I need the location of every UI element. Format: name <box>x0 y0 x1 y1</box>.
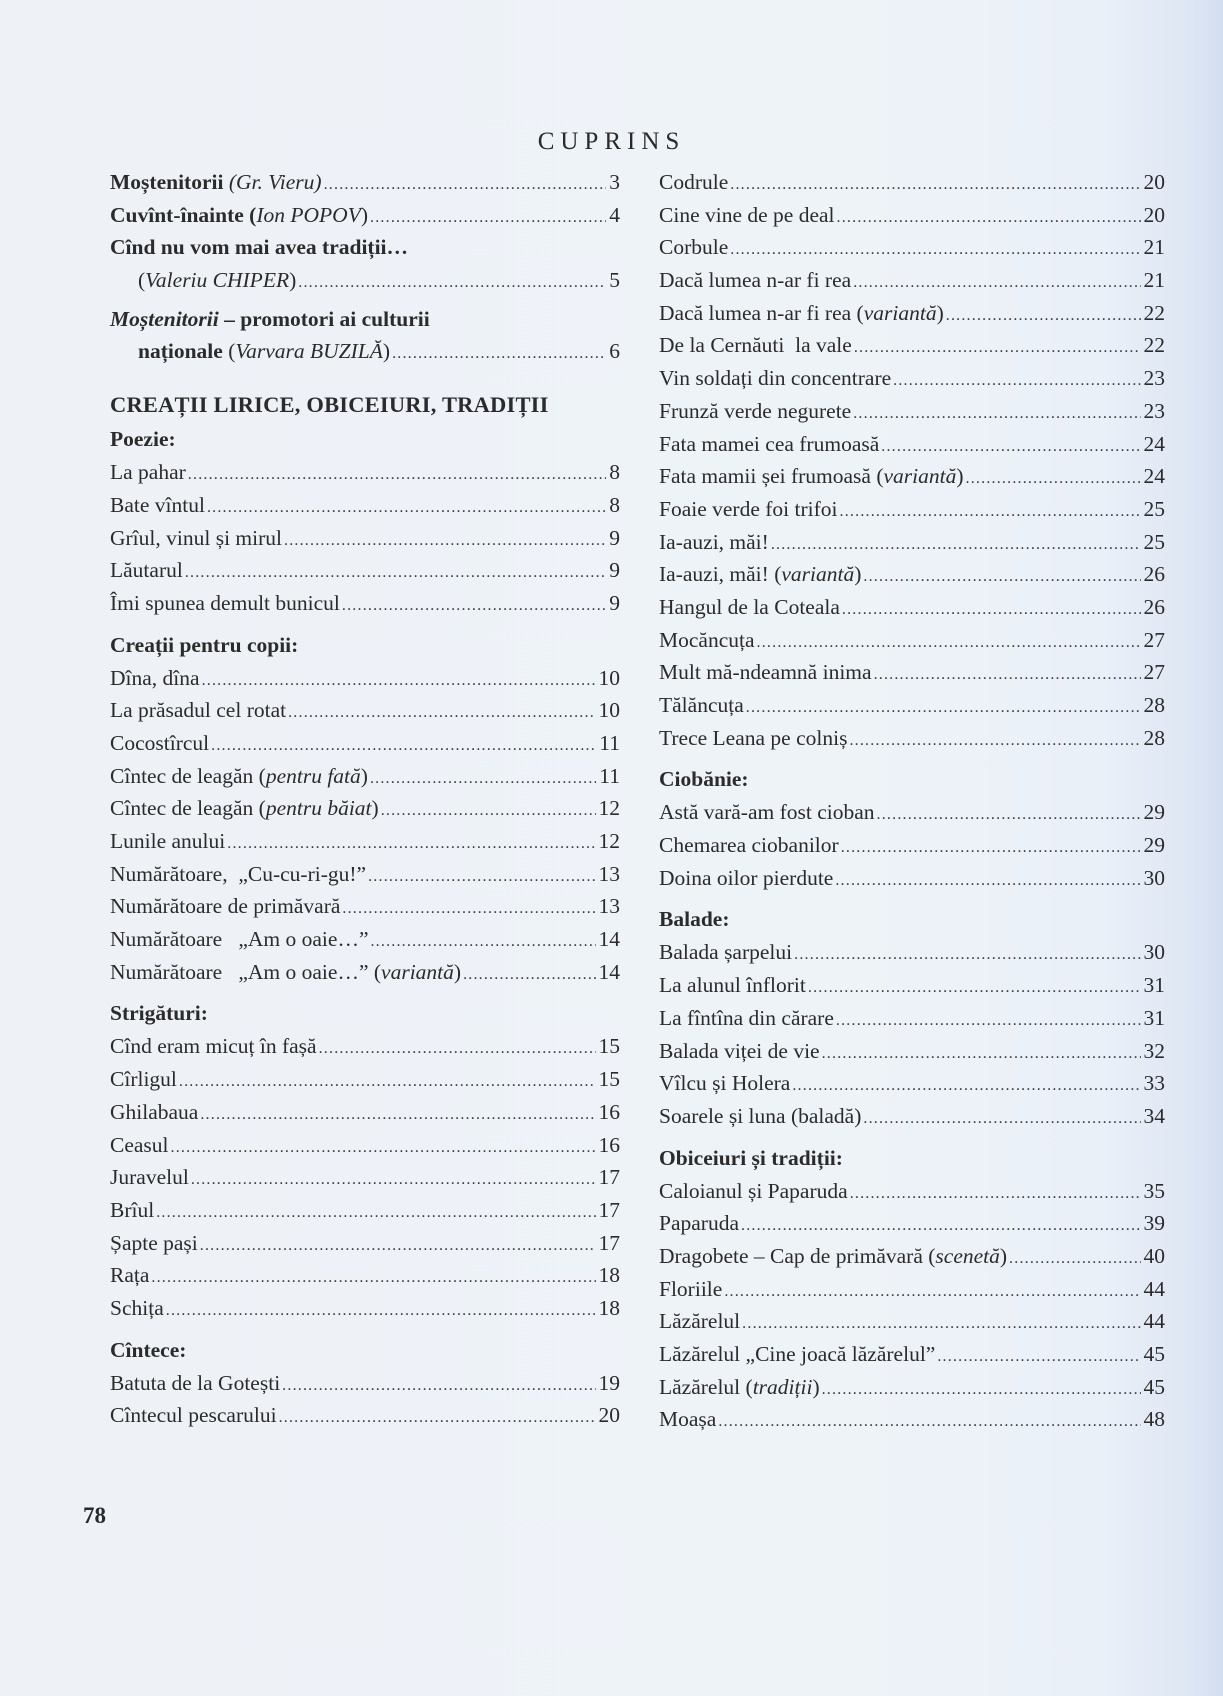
entry-page: 28 <box>1143 693 1165 717</box>
toc-entry[interactable] <box>659 796 1165 829</box>
entry-page: 27 <box>1143 660 1165 685</box>
toc-entry[interactable] <box>110 760 620 793</box>
entry-page: 24 <box>1143 431 1165 456</box>
entry-title: Hangul de la Coteala <box>659 594 840 619</box>
entry-title: Schița <box>110 1295 164 1320</box>
toc-entry[interactable] <box>110 923 620 956</box>
entry-page: 27 <box>1143 627 1165 652</box>
leader-dots <box>185 557 606 590</box>
entry-page: 17 <box>598 1165 620 1190</box>
leader-dots <box>840 496 1141 529</box>
toc-entry[interactable] <box>110 166 620 199</box>
leader-dots <box>822 1374 1141 1407</box>
entry-title: La prăsadul cel rotat <box>110 698 287 723</box>
entry-title: Numărătoare de primăvară <box>110 894 341 919</box>
leader-dots <box>794 939 1140 972</box>
leader-dots <box>370 763 596 796</box>
entry-page: 34 <box>1143 1103 1165 1128</box>
toc-entry[interactable] <box>659 395 1165 428</box>
toc-entry[interactable] <box>659 297 1165 330</box>
toc-entry[interactable] <box>659 624 1165 657</box>
group-heading: Poezie: <box>110 427 176 452</box>
leader-dots <box>324 169 607 202</box>
leader-dots <box>730 234 1140 267</box>
entry-title: Ghilabaua <box>110 1099 199 1124</box>
entry-title: Paparuda <box>659 1211 739 1236</box>
entry-title: Cînd eram micuț în fașă <box>110 1034 317 1059</box>
leader-dots <box>191 1164 596 1197</box>
entry-title: Frunză verde negurete <box>659 398 852 423</box>
entry-page: 29 <box>1143 800 1165 825</box>
entry-page: 15 <box>598 1034 620 1059</box>
leader-dots <box>156 1197 595 1230</box>
entry-page: 33 <box>1143 1071 1165 1096</box>
leader-dots <box>757 627 1141 660</box>
entry-page: 6 <box>609 339 620 364</box>
leader-dots <box>746 692 1141 725</box>
entry-title: Numărătoare „Am o oaie…” <box>110 927 369 952</box>
leader-dots <box>171 1132 596 1165</box>
toc-entry[interactable] <box>110 1399 620 1432</box>
group-heading: Balade: <box>659 907 730 932</box>
toc-entry[interactable] <box>110 1096 620 1129</box>
toc-entry[interactable] <box>110 1161 620 1194</box>
leader-dots <box>188 459 606 492</box>
entry-title: Dacă lumea n-ar fi rea <box>659 268 852 293</box>
entry-title: Numărătoare, „Cu-cu-ri-gu!” <box>110 861 367 886</box>
toc-entry[interactable] <box>659 722 1165 755</box>
toc-entry[interactable] <box>659 231 1165 264</box>
entry-page: 9 <box>609 525 620 550</box>
leader-dots <box>1009 1243 1140 1276</box>
toc-entry[interactable] <box>659 1338 1165 1371</box>
toc-entry[interactable] <box>110 1063 620 1096</box>
entry-page: 31 <box>1143 973 1165 998</box>
entry-title: Corbule <box>659 235 729 260</box>
toc-entry[interactable] <box>659 689 1165 722</box>
toc-right-column <box>659 166 1165 1436</box>
entry-page: 20 <box>1143 170 1165 194</box>
entry-page: 39 <box>1143 1211 1165 1236</box>
entry-title: Lăzărelul (tradiții) <box>659 1374 820 1399</box>
toc-entry[interactable] <box>659 1305 1165 1338</box>
entry-title: Balada șarpelui <box>659 940 793 965</box>
entry-title: De la Cernăuti la vale <box>659 333 852 358</box>
leader-dots <box>718 1406 1140 1439</box>
toc-entry[interactable] <box>110 554 620 587</box>
entry-title: Vîlcu și Holera <box>659 1071 791 1096</box>
entry-page: 19 <box>598 1370 620 1395</box>
group-heading: Strigături: <box>110 1001 208 1026</box>
entry-title: Moștenitorii (Gr. Vieru) <box>110 170 322 194</box>
entry-title: Trece Leana pe colniș <box>659 725 848 750</box>
entry-page: 8 <box>609 492 620 517</box>
entry-page: 40 <box>1143 1243 1165 1268</box>
entry-title: Îmi spunea demult bunicul <box>110 590 340 615</box>
entry-page: 31 <box>1143 1005 1165 1030</box>
leader-dots <box>822 1038 1141 1071</box>
leader-dots <box>368 861 595 894</box>
entry-title: Soarele și luna (baladă) <box>659 1103 862 1128</box>
entry-page: 17 <box>598 1230 620 1255</box>
entry-page: 35 <box>1143 1178 1165 1203</box>
entry-author: (Valeriu CHIPER) <box>138 268 297 293</box>
toc-entry[interactable] <box>110 858 620 891</box>
entry-title: Lăutarul <box>110 558 183 583</box>
entry-page: 22 <box>1143 333 1165 358</box>
group-heading: Cîntece: <box>110 1337 187 1362</box>
entry-title: Ia-auzi, măi! <box>659 529 769 554</box>
page-number: 78 <box>83 1503 106 1528</box>
group-heading: Ciobănie: <box>659 767 749 792</box>
entry-page: 8 <box>609 460 620 485</box>
leader-dots <box>854 332 1141 365</box>
leader-dots <box>808 972 1141 1005</box>
leader-dots <box>853 398 1140 431</box>
leader-dots <box>771 529 1141 562</box>
entry-title: Ceasul <box>110 1132 169 1157</box>
leader-dots <box>835 865 1140 898</box>
entry-title: Numărătoare „Am o oaie…” (variantă) <box>110 959 462 984</box>
toc-entry[interactable] <box>659 558 1165 591</box>
toc-entry[interactable] <box>659 362 1165 395</box>
entry-page: 11 <box>599 763 620 788</box>
leader-dots <box>863 561 1140 594</box>
entry-page: 16 <box>598 1132 620 1157</box>
toc-entry[interactable] <box>110 1259 620 1292</box>
toc-entry[interactable] <box>110 890 620 923</box>
entry-title: Grîul, vinul și mirul <box>110 525 282 550</box>
entry-page: 22 <box>1143 300 1165 325</box>
leader-dots <box>842 594 1141 627</box>
entry-title: Juravelul <box>110 1165 189 1190</box>
entry-title: Balada viței de vie <box>659 1038 820 1063</box>
entry-title: Chemarea ciobanilor <box>659 833 839 858</box>
toc-entry[interactable] <box>659 1403 1165 1436</box>
entry-title: Vin soldați din concentrare <box>659 366 892 391</box>
leader-dots <box>392 338 606 371</box>
leader-dots <box>730 169 1140 202</box>
toc-entry[interactable] <box>659 1100 1165 1133</box>
toc-entry[interactable] <box>659 862 1165 895</box>
entry-page: 3 <box>609 170 620 194</box>
entry-title: Dacă lumea n-ar fi rea (variantă) <box>659 300 944 325</box>
entry-title: Codrule <box>659 170 729 194</box>
leader-dots <box>342 590 606 623</box>
leader-dots <box>877 799 1141 832</box>
entry-title: Batuta de la Gotești <box>110 1370 281 1395</box>
entry-title: Tălăncuța <box>659 693 744 717</box>
leader-dots <box>200 1230 596 1263</box>
entry-title: Mult mă-ndeamnă inima <box>659 660 872 685</box>
toc-entry[interactable] <box>659 969 1165 1002</box>
entry-page: 32 <box>1143 1038 1165 1063</box>
toc-entry[interactable] <box>659 1002 1165 1035</box>
entry-page: 23 <box>1143 366 1165 391</box>
leader-dots <box>841 832 1141 865</box>
toc-entry[interactable] <box>110 456 620 489</box>
entry-page: 21 <box>1143 235 1165 260</box>
toc-entry[interactable] <box>110 792 620 825</box>
entry-title: Lăzărelul „Cine joacă lăzărelul” <box>659 1342 936 1366</box>
leader-dots <box>342 893 595 926</box>
leader-dots <box>166 1295 596 1328</box>
entry-page: 30 <box>1143 865 1165 890</box>
entry-page: 17 <box>598 1197 620 1222</box>
leader-dots <box>853 267 1140 300</box>
leader-dots <box>742 1308 1140 1341</box>
leader-dots <box>863 1103 1140 1136</box>
toc-entry[interactable] <box>110 956 620 989</box>
toc-entry[interactable] <box>659 428 1165 461</box>
toc-entry[interactable] <box>110 1367 620 1400</box>
entry-title: Dîna, dîna <box>110 665 200 690</box>
entry-page: 16 <box>598 1099 620 1124</box>
entry-title: Mocăncuța <box>659 627 755 652</box>
entry-title: Cocostîrcul <box>110 730 210 755</box>
leader-dots <box>370 202 606 235</box>
leader-dots <box>288 697 595 730</box>
entry-page: 20 <box>1143 202 1165 227</box>
toc-entry[interactable] <box>659 1273 1165 1306</box>
entry-page: 25 <box>1143 496 1165 521</box>
toc-left-column <box>110 166 620 1432</box>
entry-page: 48 <box>1143 1407 1165 1432</box>
entry-page: 10 <box>598 698 620 723</box>
entry-title: Fata mamei cea frumoasă <box>659 431 880 456</box>
toc-entry-continuation[interactable] <box>110 335 620 368</box>
leader-dots <box>200 1099 595 1132</box>
leader-dots <box>319 1033 596 1066</box>
entry-title: Brîul <box>110 1197 155 1222</box>
leader-dots <box>370 926 595 959</box>
toc-entry[interactable] <box>110 1227 620 1260</box>
entry-page: 23 <box>1143 398 1165 423</box>
leader-dots <box>792 1070 1140 1103</box>
entry-page: 20 <box>598 1403 620 1428</box>
leader-dots <box>849 725 1140 758</box>
leader-dots <box>151 1262 595 1295</box>
leader-dots <box>874 659 1141 692</box>
toc-entry[interactable] <box>659 656 1165 689</box>
leader-dots <box>227 828 595 861</box>
leader-dots <box>202 665 596 698</box>
toc-groups-left <box>110 423 620 1432</box>
toc-entry[interactable] <box>110 587 620 620</box>
toc-entry[interactable] <box>659 1067 1165 1100</box>
entry-page: 26 <box>1143 562 1165 587</box>
section-title: CREAȚII LIRICE, OBICEIURI, TRADIȚII <box>110 392 549 418</box>
entry-page: 26 <box>1143 594 1165 619</box>
entry-title: Astă vară-am fost cioban <box>659 800 875 825</box>
toc-entry[interactable] <box>659 1175 1165 1208</box>
entry-page: 5 <box>609 268 620 293</box>
entry-title: Cîrligul <box>110 1067 177 1092</box>
entry-title: Bate vîntul <box>110 492 205 517</box>
entry-title: Floriile <box>659 1276 723 1301</box>
entry-page: 18 <box>598 1295 620 1320</box>
entry-page: 9 <box>609 590 620 615</box>
entry-page: 15 <box>598 1067 620 1092</box>
entry-title: Caloianul și Paparuda <box>659 1178 848 1203</box>
leader-dots <box>937 1341 1140 1374</box>
entry-author: naționale (Varvara BUZILĂ) <box>138 339 391 364</box>
leader-dots <box>284 525 606 558</box>
entry-title: La fîntîna din cărare <box>659 1005 834 1030</box>
toc-entry[interactable] <box>110 1129 620 1162</box>
entry-page: 28 <box>1143 725 1165 750</box>
leader-dots <box>893 365 1140 398</box>
entry-title: Doina oilor pierdute <box>659 865 834 890</box>
toc-entry[interactable] <box>659 493 1165 526</box>
leader-dots <box>850 1178 1141 1211</box>
leader-dots <box>836 1005 1141 1038</box>
toc-entry[interactable] <box>110 522 620 555</box>
entry-page: 14 <box>598 959 620 984</box>
entry-page: 13 <box>598 894 620 919</box>
entry-title: Cîntec de leagăn (pentru băiat) <box>110 796 379 821</box>
toc-entry[interactable] <box>659 1240 1165 1273</box>
entry-page: 14 <box>598 927 620 952</box>
entry-page: 13 <box>598 861 620 886</box>
toc-entry[interactable] <box>110 727 620 760</box>
leader-dots <box>279 1402 596 1435</box>
entry-title: Ia-auzi, măi! (variantă) <box>659 562 862 587</box>
entry-page: 4 <box>609 202 620 227</box>
toc-entry[interactable] <box>110 489 620 522</box>
leader-dots <box>724 1276 1140 1309</box>
entry-title: Fata mamii șei frumoasă (variantă) <box>659 464 964 489</box>
toc-entry[interactable] <box>659 1207 1165 1240</box>
toc-entry[interactable] <box>659 460 1165 493</box>
leader-dots <box>298 267 606 300</box>
entry-page: 44 <box>1143 1276 1165 1301</box>
toc-entry[interactable] <box>659 936 1165 969</box>
leader-dots <box>881 431 1140 464</box>
entry-page: 30 <box>1143 940 1165 965</box>
leader-dots <box>946 300 1141 333</box>
toc-entry[interactable] <box>659 1371 1165 1404</box>
toc-entry[interactable] <box>110 199 620 232</box>
toc-entry[interactable] <box>659 329 1165 362</box>
leader-dots <box>741 1210 1141 1243</box>
entry-title: Cîntec de leagăn (pentru fată) <box>110 763 368 788</box>
page-title: CUPRINS <box>537 128 686 155</box>
entry-page: 24 <box>1143 464 1165 489</box>
entry-page: 21 <box>1143 268 1165 293</box>
entry-title: Lunile anului <box>110 829 226 853</box>
toc-entry[interactable] <box>659 199 1165 232</box>
entry-page: 29 <box>1143 833 1165 858</box>
toc-entry[interactable] <box>110 662 620 695</box>
toc-entry[interactable] <box>659 526 1165 559</box>
entry-title: Cîntecul pescarului <box>110 1403 277 1428</box>
entry-page: 9 <box>609 558 620 583</box>
entry-title: Rața <box>110 1263 150 1288</box>
entry-title: Foaie verde foi trifoi <box>659 496 838 521</box>
entry-page: 12 <box>598 829 620 853</box>
toc-entry-title-line[interactable]: Cînd nu vom mai avea tradiții… <box>110 235 409 260</box>
entry-title: Moașa <box>659 1407 717 1432</box>
toc-entry-continuation[interactable] <box>110 264 620 297</box>
leader-dots <box>381 795 596 828</box>
toc-entry[interactable] <box>659 1035 1165 1068</box>
entry-title: Cuvînt-înainte (Ion POPOV) <box>110 202 369 227</box>
toc-entry[interactable] <box>659 166 1165 199</box>
leader-dots <box>463 959 595 992</box>
leader-dots <box>837 202 1141 235</box>
entry-page: 11 <box>599 730 620 755</box>
entry-title: Lăzărelul <box>659 1309 741 1334</box>
toc-entry[interactable] <box>110 825 620 858</box>
leader-dots <box>211 730 596 763</box>
group-heading: Creații pentru copii: <box>110 632 299 657</box>
entry-page: 45 <box>1143 1342 1165 1366</box>
toc-entry[interactable] <box>110 1030 620 1063</box>
toc-entry[interactable] <box>659 591 1165 624</box>
leader-dots <box>282 1370 595 1403</box>
toc-groups-right <box>659 166 1165 1436</box>
entry-page: 25 <box>1143 529 1165 554</box>
entry-page: 45 <box>1143 1374 1165 1399</box>
toc-entry[interactable] <box>110 694 620 727</box>
leader-dots <box>207 492 606 525</box>
entry-page: 18 <box>598 1263 620 1288</box>
entry-title: La pahar <box>110 460 186 485</box>
group-heading: Obiceiuri și tradiții: <box>659 1145 843 1170</box>
entry-title: Șapte pași <box>110 1230 198 1255</box>
leader-dots <box>179 1066 596 1099</box>
toc-entry[interactable] <box>659 264 1165 297</box>
toc-entry[interactable] <box>110 1194 620 1227</box>
entry-title: Dragobete – Cap de primăvară (scenetă) <box>659 1243 1008 1268</box>
toc-entry[interactable] <box>659 829 1165 862</box>
leader-dots <box>966 463 1141 496</box>
toc-entry[interactable] <box>110 1292 620 1325</box>
entry-title: La alunul înflorit <box>659 973 806 998</box>
entry-page: 12 <box>598 796 620 821</box>
entry-page: 10 <box>598 665 620 690</box>
entry-page: 44 <box>1143 1309 1165 1334</box>
toc-entry-title-line[interactable]: Moștenitorii – promotori ai culturii <box>110 306 430 331</box>
entry-title: Cine vine de pe deal <box>659 202 835 227</box>
